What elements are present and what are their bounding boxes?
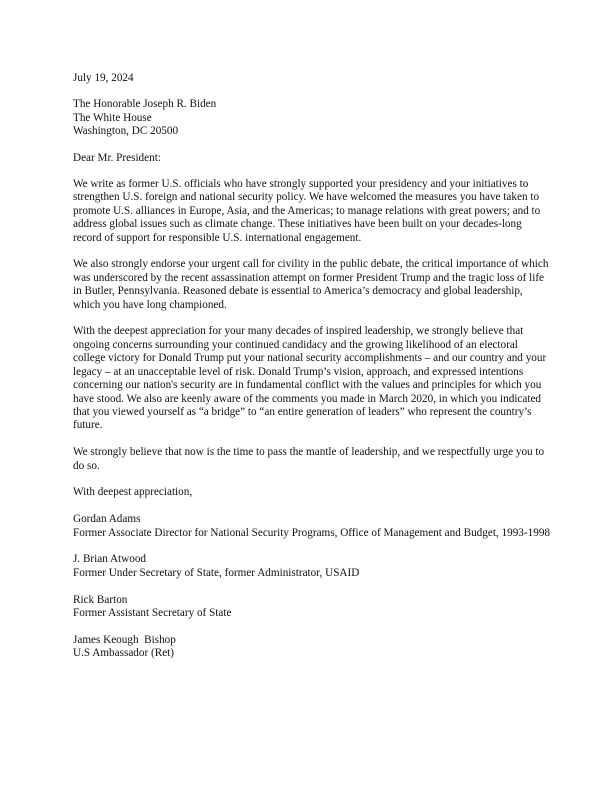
recipient-line: The White House (73, 111, 152, 124)
signer-name: Gordan Adams (73, 513, 141, 526)
letter-body (73, 72, 551, 674)
signer-title: Former Assistant Secretary of State (73, 606, 232, 619)
signer-name: James Keough Bishop (73, 633, 176, 646)
salutation: Dear Mr. President: (73, 151, 161, 164)
signer-block (73, 553, 551, 580)
paragraph: We strongly believe that now is the time to pass the mantle of leadership, and we respectfully urge you to do so. (73, 446, 545, 472)
signer-title: Former Under Secretary of State, former Administrator, USAID (73, 566, 360, 579)
paragraph: With the deepest appreciation for your many decades of inspired leadership, we strongly believe that ongoing concerns surrounding your continued candidacy and the growing likelihood of an electoral college victory for Donald Trump put your national security accomplishments – and our country and your legacy – at an unacceptable level of risk. Donald Trump’s vision, approach, and expressed intentions concerning our nation's security are in fundamental conflict with the values and principles for which you have stood. We also are keenly aware of the comments you made in March 2020, in which you indicated that you viewed yourself as “a bridge” to “an entire generation of leaders” who represent the country’s future. (73, 325, 547, 432)
signer-block (73, 634, 551, 661)
signer-title: Former Associate Director for National Security Programs, Office of Management and Budget, 1993-1998 (73, 526, 551, 539)
signer-block (73, 513, 551, 540)
signer-block (73, 594, 551, 621)
recipient-address (73, 98, 551, 138)
paragraph: We write as former U.S. officials who have strongly supported your presidency and your initiatives to strengthen U.S. foreign and national security policy. We have welcomed the measures you have taken to promote U.S. alliances in Europe, Asia, and the Americas; to manage relations with great powers; and to address global issues such as climate change. These initiatives have been built on your decades-long record of support for responsible U.S. international engagement. (73, 178, 541, 244)
signer-name: J. Brian Atwood (73, 553, 147, 566)
recipient-line: Washington, DC 20500 (73, 125, 179, 138)
letter-date: July 19, 2024 (73, 72, 134, 84)
recipient-line: The Honorable Joseph R. Biden (73, 98, 217, 111)
closing: With deepest appreciation, (73, 486, 193, 499)
paragraph: We also strongly endorse your urgent call for civility in the public debate, the critical importance of which was underscored by the recent assassination attempt on former President Trump and the tragic loss of life in Butler, Pennsylvania. Reasoned debate is essential to America’s democracy and global leadership, which you have long championed. (73, 258, 549, 311)
signer-title: U.S Ambassador (Ret) (73, 647, 174, 660)
signer-name: Rick Barton (73, 593, 128, 606)
